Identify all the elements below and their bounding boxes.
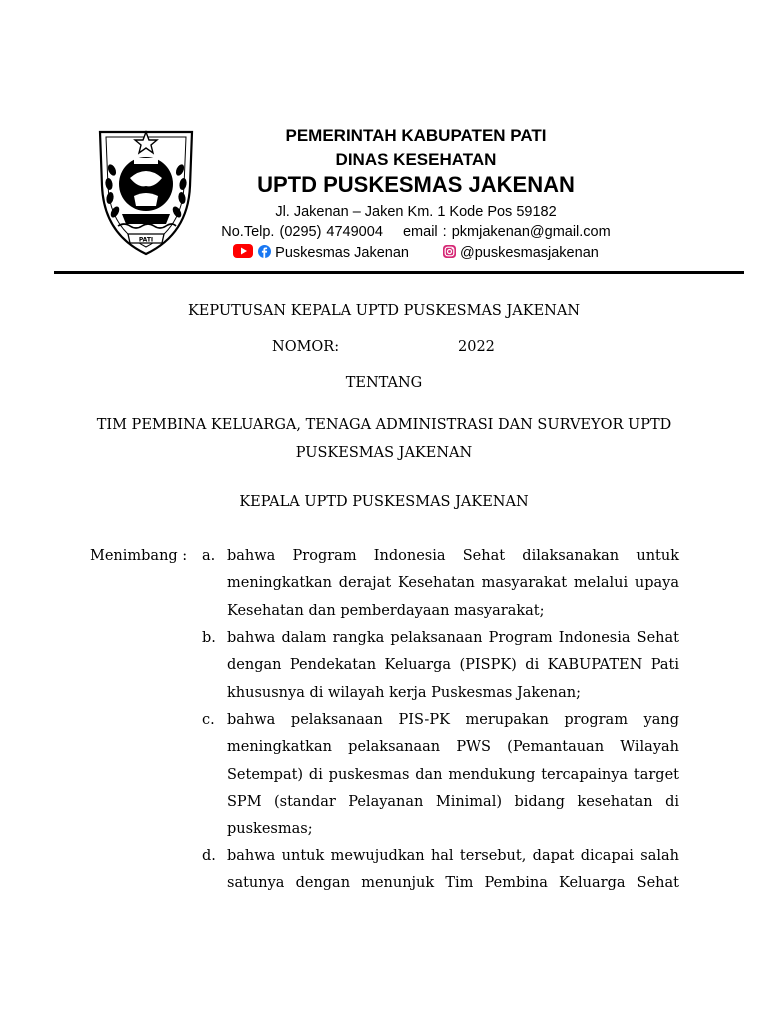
letterhead-address: Jl. Jakenan – Jaken Km. 1 Kode Pos 59182: [275, 204, 557, 220]
issuer-heading: KEPALA UPTD PUSKESMAS JAKENAN: [239, 494, 529, 510]
facebook-icon: [258, 245, 271, 262]
subject-line-2: PUSKESMAS JAKENAN: [295, 445, 473, 461]
letterhead-divider: [54, 271, 744, 274]
letterhead-institution: UPTD PUSKESMAS JAKENAN: [257, 172, 575, 197]
decision-number: [60, 339, 708, 355]
item-letter: a.: [202, 548, 216, 564]
instagram-icon: [443, 245, 456, 262]
item-text: bahwa pelaksanaan PIS-PK merupakan program yang meningkatkan pelaksanaan PWS (Pemantauan Wilayah Setempat) di puskesmas dan mendukung tercapainya target SPM (standar Pelayanan Minimal) bidang kesehatan di puskesmas;: [227, 712, 679, 838]
item-text: bahwa dalam rangka pelaksanaan Program Indonesia Sehat dengan Pendekatan Keluarga (PISPK) di KABUPATEN Pati khususnya di wilayah kerja Puskesmas Jakenan;: [227, 630, 679, 701]
subject-line-1: TIM PEMBINA KELUARGA, TENAGA ADMINISTRASI DAN SURVEYOR UPTD: [96, 417, 672, 433]
menimbang-label: Menimbang :: [90, 548, 188, 564]
facebook-account: Puskesmas Jakenan: [275, 245, 409, 261]
item-letter: c.: [202, 712, 215, 728]
letterhead-department: DINAS KESEHATAN: [335, 150, 497, 169]
item-text: bahwa untuk mewujudkan hal tersebut, dapat dicapai salah satunya dengan menunjuk Tim Pembina Keluarga Sehat: [227, 848, 679, 892]
instagram-account: @puskesmasjakenan: [459, 245, 599, 261]
decision-subject: [60, 411, 708, 467]
youtube-icon: [233, 244, 253, 262]
item-letter: d.: [202, 848, 216, 864]
decision-title: KEPUTUSAN KEPALA UPTD PUSKESMAS JAKENAN: [187, 303, 581, 319]
item-text: bahwa Program Indonesia Sehat dilaksanakan untuk meningkatkan derajat Kesehatan masyarakat melalui upaya Kesehatan dan pemberdayaan masyarakat;: [227, 548, 679, 619]
nomor-year: 2022: [458, 339, 495, 355]
nomor-label: NOMOR:: [272, 339, 340, 355]
letterhead-government: PEMERINTAH KABUPATEN PATI: [285, 126, 547, 145]
logo-text: PATI: [138, 236, 154, 244]
letterhead-social: [200, 244, 632, 262]
letterhead-contact: No.Telp. (0295) 4749004 email : pkmjakenan@gmail.com: [221, 224, 611, 240]
about-heading: TENTANG: [345, 375, 423, 391]
item-letter: b.: [202, 630, 216, 646]
pati-regency-logo: [90, 126, 202, 258]
